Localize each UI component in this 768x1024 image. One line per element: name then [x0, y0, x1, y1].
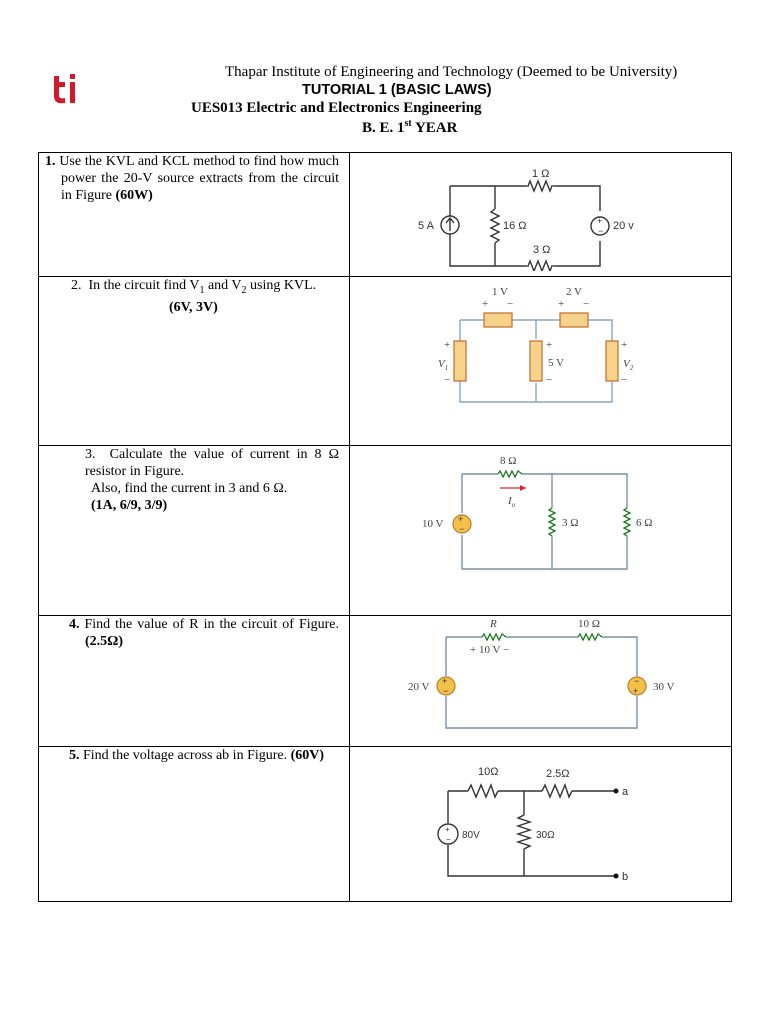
- question-3-text: 3. Calculate the value of current in 8 Ω resistor in Figure. Also, find the current in 3 and 6 Ω. (1A, 6/9, 3/9): [39, 446, 350, 616]
- question-5-text: 5. Find the voltage across ab in Figure. (60V): [39, 747, 350, 902]
- svg-text:+: +: [558, 298, 565, 310]
- svg-text:6 Ω: 6 Ω: [636, 517, 653, 529]
- svg-text:+: +: [633, 686, 639, 696]
- svg-text:−: −: [446, 835, 451, 844]
- circuit-1: [350, 153, 731, 271]
- circuit-5: [350, 747, 731, 896]
- institute-name: Thapar Institute of Engineering and Technology (Deemed to be University): [225, 64, 678, 80]
- svg-text:−: −: [459, 524, 465, 534]
- svg-text:2.5Ω: 2.5Ω: [546, 768, 570, 780]
- figure-2: [350, 277, 732, 446]
- figure-5: [350, 747, 732, 902]
- svg-text:+: +: [597, 216, 603, 226]
- svg-text:−: −: [598, 226, 604, 236]
- svg-text:10 V: 10 V: [422, 518, 444, 530]
- svg-text:−: −: [507, 298, 514, 310]
- circuit-3: [350, 446, 731, 610]
- tutorial-title: TUTORIAL 1 (BASIC LAWS): [302, 82, 492, 98]
- svg-text:V1: $V_1$: [438, 358, 449, 372]
- svg-text:5 V: 5 V: [548, 357, 564, 369]
- svg-text:30Ω: 30Ω: [536, 830, 555, 841]
- questions-table: [38, 152, 732, 902]
- svg-text:Io: $I_o$: [508, 495, 516, 509]
- question-4-text: 4. Find the value of R in the circuit of Figure. (2.5Ω): [39, 616, 350, 747]
- svg-text:R: R: [490, 618, 497, 630]
- question-row-3: [39, 446, 732, 616]
- question-2-text: 2. In the circuit find $V_1$ and $V_2$ using KVL. (6V, 3V): [39, 277, 350, 446]
- circuit-2: [350, 277, 731, 440]
- svg-text:+: +: [442, 676, 448, 686]
- svg-text:−: −: [546, 374, 553, 386]
- svg-text:+: +: [444, 339, 451, 351]
- figure-1: [350, 153, 732, 277]
- svg-text:−: −: [443, 686, 449, 696]
- svg-text:−: −: [634, 676, 640, 686]
- svg-text:1 V: 1 V: [492, 286, 508, 298]
- svg-text:30 V: 30 V: [653, 681, 675, 693]
- svg-text:−: −: [583, 298, 590, 310]
- svg-text:+: +: [482, 298, 489, 310]
- svg-text:2 V: 2 V: [566, 286, 582, 298]
- svg-text:−: −: [444, 374, 451, 386]
- svg-text:+: +: [621, 339, 628, 351]
- thapar-logo: [50, 72, 84, 106]
- fig1-r1-label: 1 Ω: [532, 168, 550, 180]
- svg-text:+: +: [546, 339, 553, 351]
- svg-text:V2: $V_2$: [623, 358, 634, 372]
- fig1-r3-label: 3 Ω: [533, 244, 551, 256]
- svg-text:b: b: [622, 871, 629, 883]
- svg-text:10 Ω: 10 Ω: [578, 618, 600, 630]
- question-row-1: [39, 153, 732, 277]
- svg-text:8 Ω: 8 Ω: [500, 455, 517, 467]
- svg-text:80V: 80V: [462, 830, 480, 841]
- question-1-text: 1. Use the KVL and KCL method to find how much power the 20-V source extracts from the circuit in Figure (60W): [39, 153, 350, 277]
- year-line: B. E. 1st YEAR: [362, 118, 458, 136]
- question-row-2: [39, 277, 732, 446]
- svg-text:+: +: [458, 514, 464, 524]
- svg-text:+ 10 V −: + 10 V −: [470, 644, 510, 656]
- question-row-4: [39, 616, 732, 747]
- svg-text:a: a: [622, 786, 629, 798]
- svg-text:−: −: [621, 374, 628, 386]
- fig1-r16-label: 16 Ω: [503, 220, 527, 232]
- fig1-isrc-label: 5 A: [418, 220, 434, 232]
- question-row-5: [39, 747, 732, 902]
- svg-text:20 V: 20 V: [408, 681, 430, 693]
- svg-text:10Ω: 10Ω: [478, 766, 499, 778]
- circuit-4: [350, 616, 731, 741]
- figure-4: [350, 616, 732, 747]
- svg-text:+: +: [445, 825, 450, 834]
- figure-3: [350, 446, 732, 616]
- fig1-vsrc-label: 20 v: [613, 220, 634, 232]
- svg-text:3 Ω: 3 Ω: [562, 517, 579, 529]
- course-title: UES013 Electric and Electronics Engineering: [191, 100, 482, 116]
